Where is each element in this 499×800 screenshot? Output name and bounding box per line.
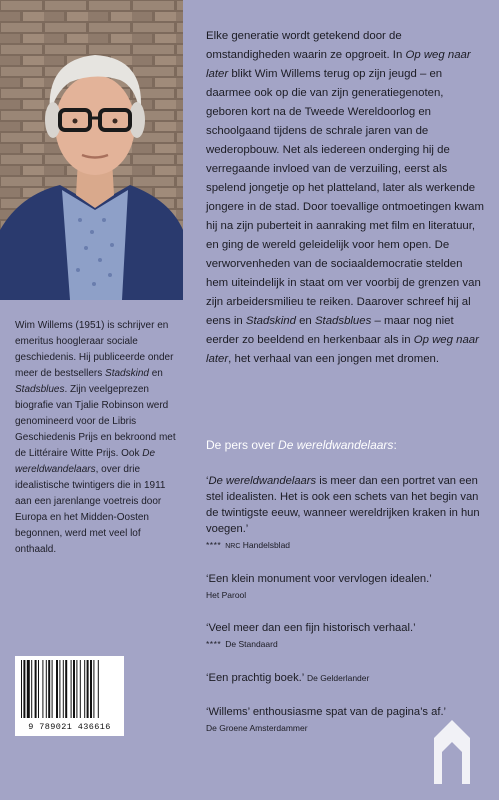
author-photo xyxy=(0,0,183,300)
book-title: Stadskind xyxy=(105,368,149,379)
quote-source: Het Parool xyxy=(206,590,247,600)
book-blurb: Elke generatie wordt getekend door de omstandigheden waarin ze opgroeit. In Op weg naar later blikt Wim Willems terug op zijn jeugd – en daarmee ook op die van zijn generatiegenoten, geboren kort na de Tweede Wereldoorlog en schoolgaand tijdens de schrale jaren van de wederopbouw. Net als iedereen onderging hij de verregaande invloed van de verzuiling, eerst als spelend jongetje op het platteland, later als werkende jongere in de stad. Door toevallige ontmoetingen kwam hij na zijn puberteit in aanraking met film en literatuur, en ging de wereld geleidelijk voor hem open. De verworvenheden van de sociaaldemocratie stelden hem uiteindelijk in staat om ver voorbij de grenzen van zijn arbeidersmilieu te reiken. Daarover schreef hij al eens in Stadskind en Stadsblues – maar nog niet eerder zo beeldend en herkenbaar als in Op weg naar later, het verhaal van een jongen met dromen. xyxy=(206,30,484,365)
quote-source: **** NRC Handelsblad xyxy=(206,540,291,550)
book-title: Stadsblues xyxy=(314,315,372,327)
press-quote: ‘De wereldwandelaars is meer dan een portret van een stel idealisten. Het is ook een schets van het begin van de twintigste eeuw, wanneer wereldrijken kraken in hun voegen.’ **** NRC Handelsblad xyxy=(206,475,480,550)
rating-stars: **** xyxy=(206,540,222,550)
house-logo-icon xyxy=(428,716,476,786)
book-title: Op weg naar later xyxy=(206,49,471,80)
book-title: Op weg naar later xyxy=(206,334,479,365)
author-bio: Wim Willems (1951) is schrijver en emeritus hoogleraar sociale geschiedenis. Hij publiceerde onder meer de bestsellers Stadskind en Stadsblues. Zijn veelgeprezen biografie van Tjalie Robinson werd genomineerd voor de Libris Geschiedenis Prijs en bekroond met de Littéraire Witte Prijs. Ook De wereldwandelaars, over drie idealistische twintigers die in 1911 aan een jarenlange voetreis door Europa en het Midden-Oosten begonnen, werd met veel lof onthaald. xyxy=(15,320,176,555)
press-quote: ‘Willems’ enthousiasme spat van de pagina’s af.’ De Groene Amsterdammer xyxy=(206,706,447,733)
quote-source: De Groene Amsterdammer xyxy=(206,723,308,733)
isbn-number: 9 789021 436616 xyxy=(28,722,111,732)
press-quote: ‘Veel meer dan een fijn historisch verhaal.’ **** De Standaard xyxy=(206,622,416,649)
quote-source: De Gelderlander xyxy=(306,673,370,683)
quote-source: **** De Standaard xyxy=(206,639,278,649)
rating-stars: **** xyxy=(206,639,222,649)
book-title: Stadsblues xyxy=(15,384,65,395)
book-title: Stadskind xyxy=(245,315,296,327)
press-heading: De pers over De wereldwandelaars: xyxy=(206,438,397,452)
press-quote: ‘Een klein monument voor vervlogen idealen.’ Het Parool xyxy=(206,573,432,600)
book-title: De wereldwandelaars xyxy=(15,448,156,475)
press-quote: ‘Een prachtig boek.’ De Gelderlander xyxy=(206,672,370,684)
